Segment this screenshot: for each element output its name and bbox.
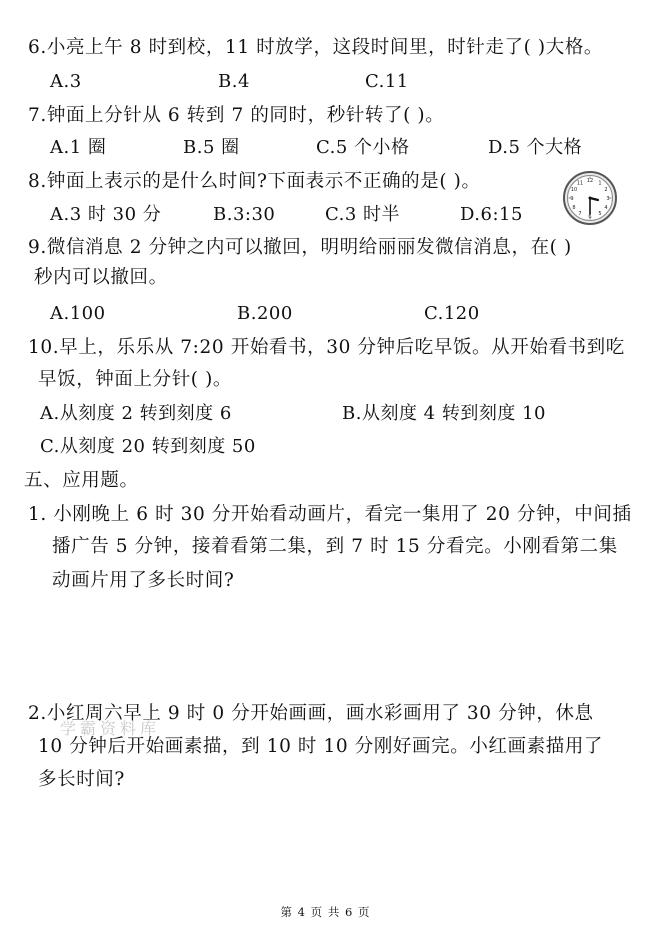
svg-text:7: 7 [578, 211, 582, 217]
problem-1-line3: 动画片用了多长时间? [52, 570, 235, 591]
svg-text:5: 5 [598, 211, 602, 217]
problem-2-line2: 10 分钟后开始画素描，到 10 时 10 分刚好画完。小红画素描用了 [38, 736, 604, 757]
problem-1-line2: 播广告 5 分钟，接着看第二集，到 7 时 15 分看完。小刚看第二集 [52, 536, 618, 557]
watermark: 学霸资料库 [60, 719, 161, 738]
question-9-stem-line2: 秒内可以撤回。 [34, 267, 168, 288]
svg-text:6: 6 [588, 214, 592, 220]
q9-option-c: C.120 [424, 303, 480, 324]
question-8-stem: 8.钟面上表示的是什么时间?下面表示不正确的是( )。 [28, 171, 481, 192]
question-6-stem: 6.小亮上午 8 时到校，11 时放学，这段时间里，时针走了( )大格。 [28, 37, 604, 58]
q10-option-a: A.从刻度 2 转到刻度 6 [40, 403, 232, 424]
problem-2-line1: 2.小红周六早上 9 时 0 分开始画画，画水彩画用了 30 分钟，休息 [28, 703, 594, 724]
svg-text:9: 9 [570, 196, 574, 202]
problem-1-line1: 1. 小刚晚上 6 时 30 分开始看动画片，看完一集用了 20 分钟，中间插 [28, 504, 632, 525]
wall-clock-icon [562, 170, 618, 226]
q8-option-a: A.3 时 30 分 [50, 204, 162, 225]
q7-option-a: A.1 圈 [50, 137, 107, 158]
svg-text:2: 2 [604, 187, 608, 193]
q8-option-d: D.6:15 [460, 204, 523, 225]
q9-option-a: A.100 [50, 303, 106, 324]
q10-option-b: B.从刻度 4 转到刻度 10 [342, 403, 546, 424]
svg-text:4: 4 [604, 205, 608, 211]
q10-option-c: C.从刻度 20 转到刻度 50 [40, 436, 256, 457]
q7-option-c: C.5 个小格 [316, 137, 410, 158]
svg-text:8: 8 [572, 205, 576, 211]
question-9-stem-line1: 9.微信消息 2 分钟之内可以撤回，明明给丽丽发微信消息，在( ) [28, 237, 572, 258]
question-10-stem-line2: 早饭，钟面上分针( )。 [38, 369, 233, 390]
q7-option-d: D.5 个大格 [488, 137, 583, 158]
question-7-stem: 7.钟面上分针从 6 转到 7 的同时，秒针转了( )。 [28, 105, 445, 126]
q6-option-b: B.4 [218, 71, 250, 92]
q6-option-c: C.11 [365, 71, 409, 92]
q8-option-b: B.3:30 [213, 204, 276, 225]
svg-text:11: 11 [576, 180, 584, 187]
svg-text:10: 10 [570, 187, 578, 193]
q7-option-b: B.5 圈 [183, 137, 240, 158]
svg-text:12: 12 [586, 178, 594, 184]
svg-text:1: 1 [598, 180, 602, 187]
section-5-title: 五、应用题。 [24, 470, 139, 491]
q9-option-b: B.200 [237, 303, 293, 324]
question-10-stem-line1: 10.早上，乐乐从 7:20 开始看书，30 分钟后吃早饭。从开始看书到吃 [28, 337, 625, 358]
svg-text:3: 3 [606, 196, 610, 202]
problem-2-line3: 多长时间? [38, 769, 125, 790]
q6-option-a: A.3 [50, 71, 82, 92]
q8-option-c: C.3 时半 [325, 204, 401, 225]
page-footer: 第 4 页 共 6 页 [280, 905, 371, 919]
